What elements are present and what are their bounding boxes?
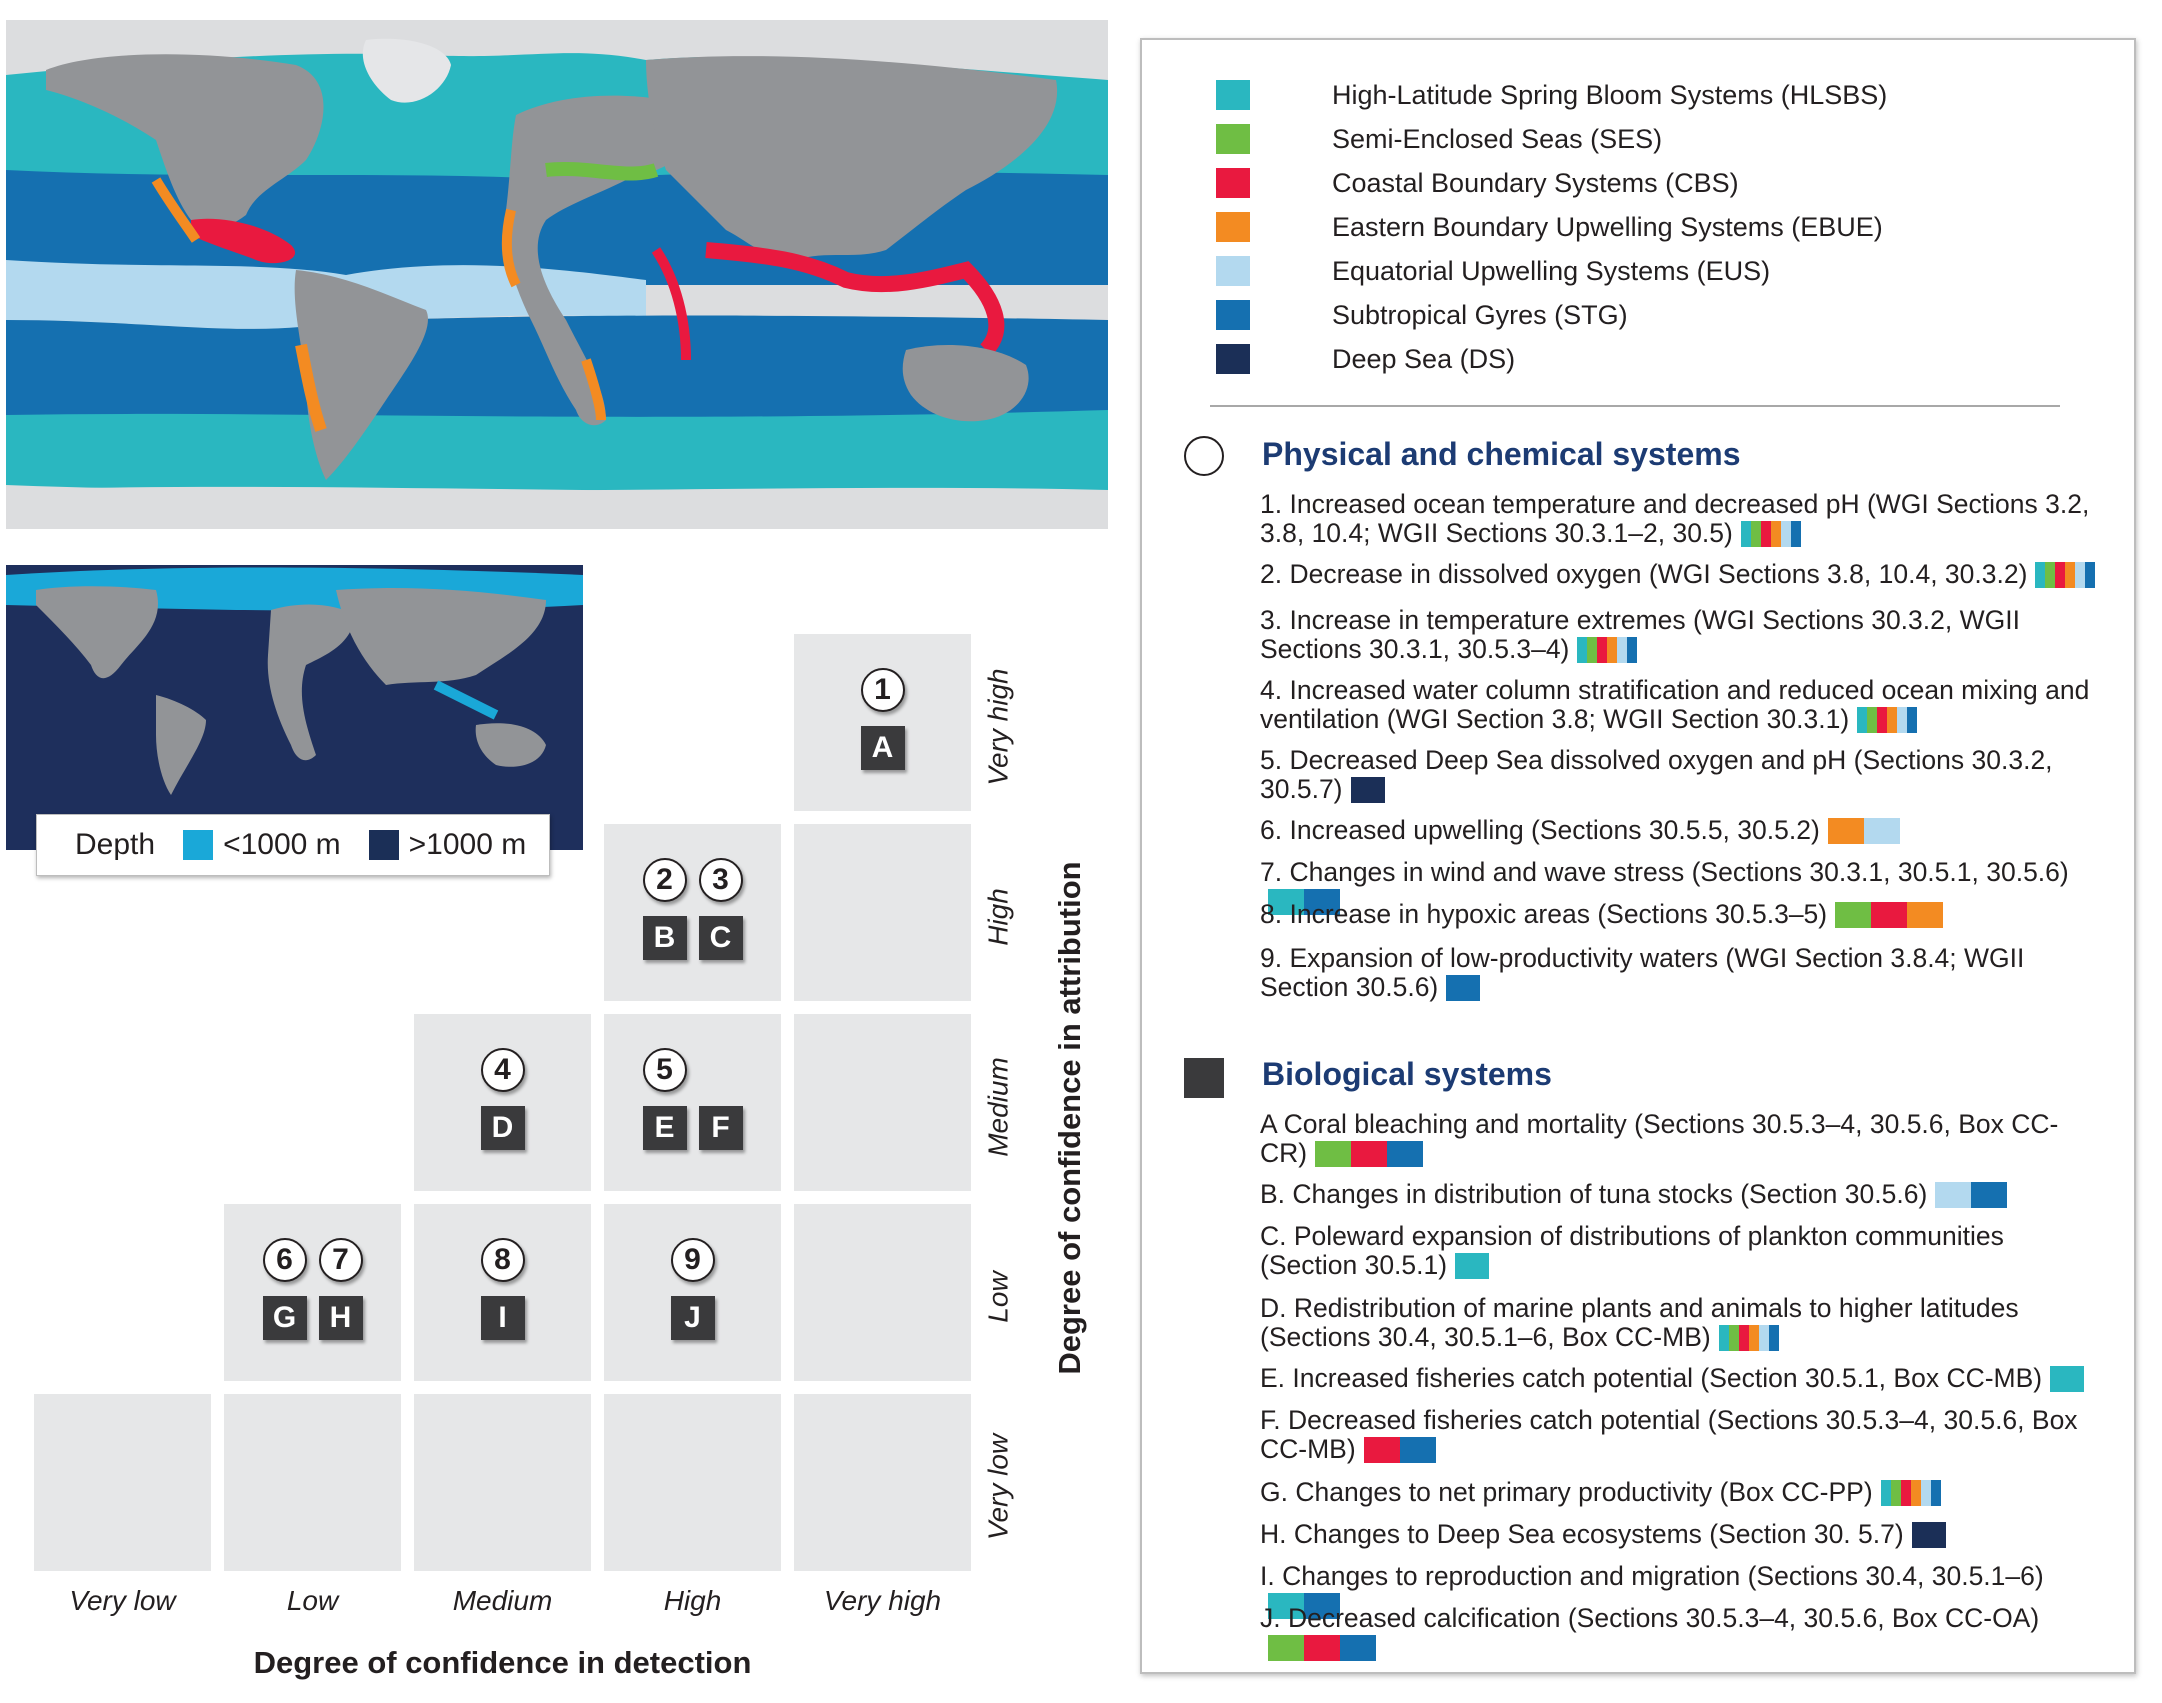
biome-color-chip bbox=[1881, 1480, 1941, 1506]
chip-segment-ebue bbox=[1911, 1480, 1921, 1506]
biological-marker-J: J bbox=[671, 1296, 715, 1340]
grid-cell bbox=[794, 634, 971, 811]
physical-item-3 bbox=[1260, 606, 2100, 664]
biome-color-chip bbox=[1455, 1253, 1489, 1279]
legend-item-ebue bbox=[1216, 210, 1883, 244]
physical-item-text: 7. Changes in wind and wave stress (Sections 30.3.1, 30.5.1, 30.5.6) bbox=[1260, 857, 2069, 887]
physical-marker-9: 9 bbox=[671, 1238, 715, 1282]
legend-panel bbox=[1140, 38, 2136, 1674]
x-level-high: High bbox=[663, 1585, 722, 1616]
chip-segment-hlsbs bbox=[1741, 521, 1751, 547]
legend-item-hlsbs bbox=[1216, 78, 1887, 112]
physical-marker-4: 4 bbox=[481, 1048, 525, 1092]
chip-segment-eus bbox=[1759, 1325, 1769, 1351]
x-level-low: Low bbox=[286, 1585, 339, 1616]
depth-shallow-label: <1000 m bbox=[223, 828, 341, 861]
chip-segment-eus bbox=[1617, 637, 1627, 663]
chip-segment-cbs bbox=[2055, 562, 2065, 588]
biological-marker-C: C bbox=[699, 916, 743, 960]
chip-segment-stg bbox=[1387, 1141, 1423, 1167]
biome-color-chip bbox=[2050, 1366, 2084, 1392]
biome-color-chip bbox=[2035, 562, 2095, 588]
legend-swatch bbox=[1216, 168, 1250, 198]
biological-item-h bbox=[1260, 1520, 2100, 1549]
grid-cell bbox=[794, 1014, 971, 1191]
grid-cell bbox=[414, 1204, 591, 1381]
biome-color-chip bbox=[1935, 1182, 2007, 1208]
grid-cell bbox=[794, 824, 971, 1001]
chip-segment-eus bbox=[1864, 818, 1900, 844]
grid-cell bbox=[604, 1204, 781, 1381]
chip-segment-stg bbox=[1907, 707, 1917, 733]
chip-segment-cbs bbox=[1597, 637, 1607, 663]
legend-label: Coastal Boundary Systems (CBS) bbox=[1332, 167, 1739, 198]
physical-item-6 bbox=[1260, 816, 2100, 845]
chip-segment-cbs bbox=[1877, 707, 1887, 733]
biome-color-chip bbox=[1315, 1141, 1423, 1167]
biological-item-a bbox=[1260, 1110, 2100, 1168]
biome-color-chip bbox=[1446, 975, 1480, 1001]
biome-color-chip bbox=[1912, 1522, 1946, 1548]
legend-label: Equatorial Upwelling Systems (EUS) bbox=[1332, 255, 1771, 286]
legend-label: Deep Sea (DS) bbox=[1332, 343, 1516, 374]
biological-item-f bbox=[1260, 1406, 2100, 1464]
physical-item-text: 2. Decrease in dissolved oxygen (WGI Sections 3.8, 10.4, 30.3.2) bbox=[1260, 559, 2028, 589]
grid-cell bbox=[34, 1394, 211, 1571]
physical-marker-3: 3 bbox=[699, 858, 743, 902]
y-level-medium: Medium bbox=[982, 1057, 1014, 1157]
biome-color-chip bbox=[1577, 637, 1637, 663]
biological-item-text: G. Changes to net primary productivity (Box CC-PP) bbox=[1260, 1477, 1873, 1507]
biological-item-text: B. Changes in distribution of tuna stocks (Section 30.5.6) bbox=[1260, 1179, 1928, 1209]
grid-cell bbox=[604, 1394, 781, 1571]
chip-segment-hlsbs bbox=[2050, 1366, 2084, 1392]
biological-item-text: E. Increased fisheries catch potential (Section 30.5.1, Box CC-MB) bbox=[1260, 1363, 2043, 1393]
biome-color-chip bbox=[1835, 902, 1943, 928]
legend-item-eus bbox=[1216, 254, 1770, 288]
chip-segment-stg bbox=[1791, 521, 1801, 547]
chip-segment-eus bbox=[1781, 521, 1791, 547]
chip-segment-ebue bbox=[1607, 637, 1617, 663]
grid-cell bbox=[414, 1394, 591, 1571]
chip-segment-ebue bbox=[1771, 521, 1781, 547]
chip-segment-stg bbox=[1446, 975, 1480, 1001]
y-level-low: Low bbox=[982, 1271, 1014, 1323]
depth-shallow-swatch bbox=[183, 830, 213, 860]
ocean-depth-map-svg bbox=[6, 565, 583, 850]
grid-cell bbox=[794, 1204, 971, 1381]
legend-label: Subtropical Gyres (STG) bbox=[1332, 299, 1628, 330]
chip-segment-ebue bbox=[1749, 1325, 1759, 1351]
depth-legend-title: Depth bbox=[75, 828, 156, 861]
chip-segment-cbs bbox=[1351, 1141, 1387, 1167]
physical-systems-icon bbox=[1184, 436, 1224, 476]
chip-segment-eus bbox=[1897, 707, 1907, 733]
physical-item-text: 6. Increased upwelling (Sections 30.5.5, 30.5.2) bbox=[1260, 815, 1820, 845]
chip-segment-ses bbox=[1315, 1141, 1351, 1167]
chip-segment-ds bbox=[1912, 1522, 1946, 1548]
physical-marker-5: 5 bbox=[643, 1048, 687, 1092]
depth-deep-label: >1000 m bbox=[408, 828, 527, 861]
depth-deep-swatch bbox=[369, 830, 399, 860]
legend-label: Eastern Boundary Upwelling Systems (EBUE) bbox=[1332, 211, 1883, 242]
physical-item-text: 5. Decreased Deep Sea dissolved oxygen and pH (Sections 30.3.2, 30.5.7) bbox=[1260, 745, 2053, 804]
biome-color-chip bbox=[1719, 1325, 1779, 1351]
physical-item-text: 3. Increase in temperature extremes (WGI Sections 30.3.2, WGII Sections 30.3.1, 30.5.3–4) bbox=[1260, 605, 2020, 664]
chip-segment-stg bbox=[1971, 1182, 2007, 1208]
chip-segment-hlsbs bbox=[1719, 1325, 1729, 1351]
grid-cell bbox=[414, 1014, 591, 1191]
physical-marker-1: 1 bbox=[861, 668, 905, 712]
biological-item-text: C. Poleward expansion of distributions of plankton communities (Section 30.5.1) bbox=[1260, 1221, 2004, 1280]
legend-label: Semi-Enclosed Seas (SES) bbox=[1332, 123, 1663, 154]
legend-swatch bbox=[1216, 212, 1250, 242]
physical-item-text: 9. Expansion of low-productivity waters (WGI Section 3.8.4; WGII Section 30.5.6) bbox=[1260, 943, 2025, 1002]
biological-marker-I: I bbox=[481, 1296, 525, 1340]
biological-item-text: J. Decreased calcification (Sections 30.5.3–4, 30.5.6, Box CC-OA) bbox=[1260, 1603, 2040, 1633]
physical-item-2 bbox=[1260, 560, 2100, 589]
biological-item-text: I. Changes to reproduction and migration (Sections 30.4, 30.5.1–6) bbox=[1260, 1561, 2044, 1591]
chip-segment-stg bbox=[1340, 1635, 1376, 1661]
chip-segment-cbs bbox=[1304, 1635, 1340, 1661]
physical-marker-8: 8 bbox=[481, 1238, 525, 1282]
physical-item-5 bbox=[1260, 746, 2100, 804]
biological-item-b bbox=[1260, 1180, 2100, 1209]
grid-cell bbox=[794, 1394, 971, 1571]
physical-marker-2: 2 bbox=[643, 858, 687, 902]
legend-item-ses bbox=[1216, 122, 1662, 156]
biological-systems-icon bbox=[1184, 1058, 1224, 1098]
physical-marker-6: 6 bbox=[263, 1238, 307, 1282]
chip-segment-ebue bbox=[1887, 707, 1897, 733]
biological-marker-E: E bbox=[643, 1106, 687, 1150]
legend-swatch bbox=[1216, 124, 1250, 154]
y-level-very-high: Very high bbox=[982, 668, 1014, 786]
chip-segment-cbs bbox=[1364, 1437, 1400, 1463]
legend-item-ds bbox=[1216, 342, 1515, 376]
biological-marker-A: A bbox=[861, 726, 905, 770]
chip-segment-ses bbox=[1729, 1325, 1739, 1351]
chip-segment-eus bbox=[2075, 562, 2085, 588]
x-level-very-high: Very high bbox=[823, 1585, 942, 1616]
chip-segment-eus bbox=[1935, 1182, 1971, 1208]
biome-color-chip bbox=[1741, 521, 1801, 547]
physical-item-9 bbox=[1260, 944, 2100, 1002]
biome-color-chip bbox=[1828, 818, 1900, 844]
chip-segment-hlsbs bbox=[1857, 707, 1867, 733]
physical-item-text: 1. Increased ocean temperature and decreased pH (WGI Sections 3.2, 3.8, 10.4; WGII Sections 30.3.1–2, 30.5) bbox=[1260, 489, 2090, 548]
grid-cell bbox=[224, 1204, 401, 1381]
chip-segment-ses bbox=[1268, 1635, 1304, 1661]
x-level-very-low: Very low bbox=[69, 1585, 176, 1616]
chip-segment-ebue bbox=[2065, 562, 2075, 588]
chip-segment-stg bbox=[1400, 1437, 1436, 1463]
chip-segment-stg bbox=[2085, 562, 2095, 588]
biological-marker-F: F bbox=[699, 1106, 743, 1150]
chip-segment-hlsbs bbox=[1577, 637, 1587, 663]
legend-item-cbs bbox=[1216, 166, 1739, 200]
y-level-high: High bbox=[982, 888, 1014, 946]
biome-color-chip bbox=[1364, 1437, 1436, 1463]
biological-marker-H: H bbox=[319, 1296, 363, 1340]
biological-marker-B: B bbox=[643, 916, 687, 960]
biological-item-j bbox=[1260, 1604, 2100, 1662]
chip-segment-ebue bbox=[1907, 902, 1943, 928]
grid-cell bbox=[224, 1394, 401, 1571]
chip-segment-ses bbox=[1891, 1480, 1901, 1506]
x-axis-title: Degree of confidence in detection bbox=[253, 1645, 752, 1680]
y-level-very-low: Very low bbox=[982, 1433, 1014, 1541]
biological-marker-G: G bbox=[263, 1296, 307, 1340]
physical-systems-title: Physical and chemical systems bbox=[1262, 436, 1741, 472]
physical-item-8 bbox=[1260, 900, 2100, 929]
ocean-biome-map-svg bbox=[6, 20, 1108, 529]
chip-segment-cbs bbox=[1739, 1325, 1749, 1351]
chip-segment-cbs bbox=[1871, 902, 1907, 928]
physical-item-4 bbox=[1260, 676, 2100, 734]
biological-item-d bbox=[1260, 1294, 2100, 1352]
chip-segment-cbs bbox=[1761, 521, 1771, 547]
biological-systems-title: Biological systems bbox=[1262, 1056, 1552, 1092]
chip-segment-ds bbox=[1351, 777, 1385, 803]
biological-item-text: H. Changes to Deep Sea ecosystems (Section 30. 5.7) bbox=[1260, 1519, 1904, 1549]
legend-swatch bbox=[1216, 256, 1250, 286]
chip-segment-stg bbox=[1931, 1480, 1941, 1506]
biological-item-g bbox=[1260, 1478, 2100, 1507]
chip-segment-cbs bbox=[1901, 1480, 1911, 1506]
x-level-medium: Medium bbox=[452, 1585, 553, 1616]
chip-segment-ses bbox=[1587, 637, 1597, 663]
biome-color-chip bbox=[1268, 1635, 1376, 1661]
legend-item-stg bbox=[1216, 298, 1628, 332]
biological-item-text: A Coral bleaching and mortality (Sections 30.5.3–4, 30.5.6, Box CC-CR) bbox=[1260, 1109, 2059, 1168]
legend-swatch bbox=[1216, 300, 1250, 330]
chip-segment-eus bbox=[1921, 1480, 1931, 1506]
physical-item-text: 8. Increase in hypoxic areas (Sections 30.5.3–5) bbox=[1260, 899, 1828, 929]
chip-segment-hlsbs bbox=[1881, 1480, 1891, 1506]
grid-cell bbox=[604, 824, 781, 1001]
legend-swatch bbox=[1216, 80, 1250, 110]
legend-divider bbox=[1210, 405, 2060, 407]
chip-segment-ses bbox=[1751, 521, 1761, 547]
ocean-biome-map bbox=[6, 20, 1108, 529]
chip-segment-ses bbox=[1835, 902, 1871, 928]
depth-legend bbox=[36, 814, 550, 876]
legend-label: High-Latitude Spring Bloom Systems (HLSBS) bbox=[1332, 79, 1888, 110]
biome-color-chip bbox=[1351, 777, 1385, 803]
chip-segment-ses bbox=[1867, 707, 1877, 733]
biological-marker-D: D bbox=[481, 1106, 525, 1150]
chip-segment-hlsbs bbox=[1455, 1253, 1489, 1279]
chip-segment-stg bbox=[1627, 637, 1637, 663]
biome-color-chip bbox=[1857, 707, 1917, 733]
biological-item-text: D. Redistribution of marine plants and animals to higher latitudes (Sections 30.4, 30.5.1–6, Box CC-MB) bbox=[1260, 1293, 2019, 1352]
physical-item-text: 4. Increased water column stratification and reduced ocean mixing and ventilation (WGI Section 3.8; WGII Section 30.3.1) bbox=[1260, 675, 2090, 734]
grid-cell bbox=[604, 1014, 781, 1191]
legend-swatch bbox=[1216, 344, 1250, 374]
biological-item-c bbox=[1260, 1222, 2100, 1280]
physical-marker-7: 7 bbox=[319, 1238, 363, 1282]
physical-item-1 bbox=[1260, 490, 2100, 548]
biological-item-text: F. Decreased fisheries catch potential (Sections 30.5.3–4, 30.5.6, Box CC-MB) bbox=[1260, 1405, 2078, 1464]
chip-segment-ebue bbox=[1828, 818, 1864, 844]
chip-segment-hlsbs bbox=[2035, 562, 2045, 588]
biological-item-e bbox=[1260, 1364, 2100, 1393]
ocean-depth-map bbox=[6, 565, 583, 850]
chip-segment-ses bbox=[2045, 562, 2055, 588]
chip-segment-stg bbox=[1769, 1325, 1779, 1351]
y-axis-title: Degree of confidence in attribution bbox=[1052, 861, 1087, 1375]
